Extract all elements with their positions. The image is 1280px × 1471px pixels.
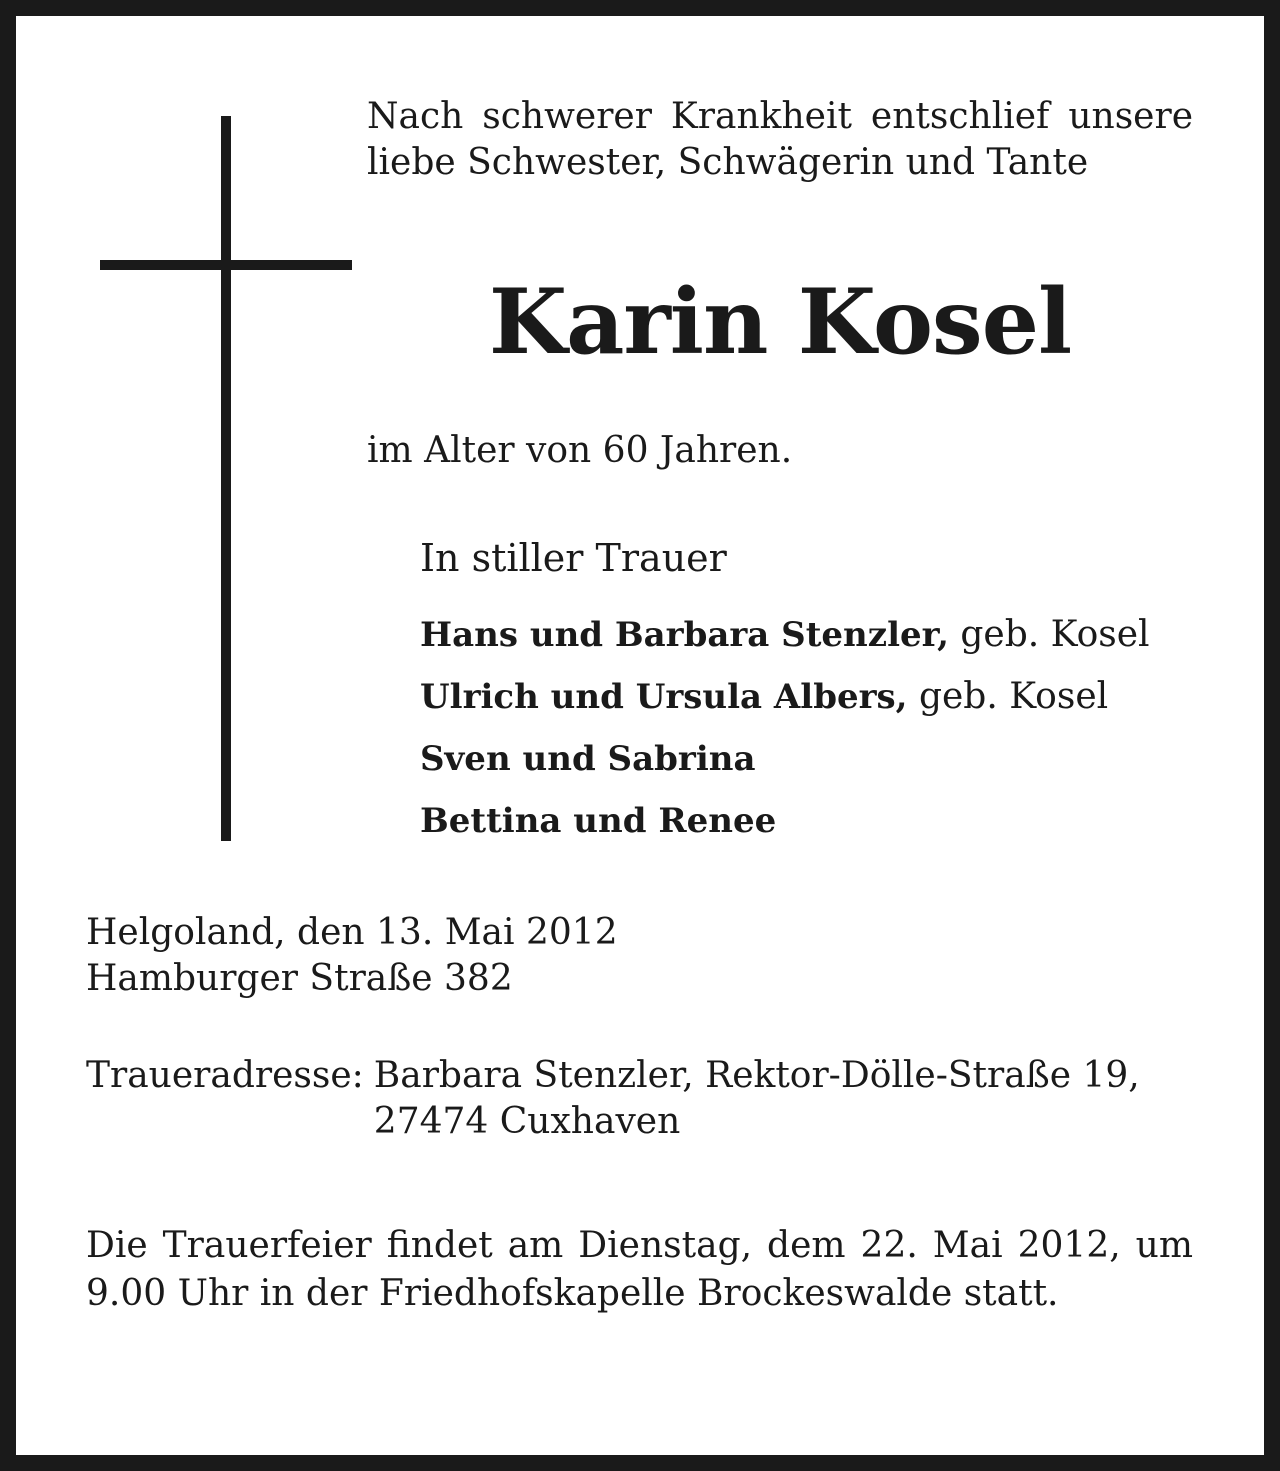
mourning-intro: In stiller Trauer — [420, 536, 727, 580]
place-date-block — [86, 910, 618, 1002]
mourning-address — [86, 1053, 1140, 1145]
mourner-names: Ulrich und Ursula Albers, — [420, 677, 908, 717]
mourner-item — [420, 790, 1150, 852]
cross-icon — [221, 116, 231, 841]
mourners-list — [420, 604, 1150, 852]
mourner-suffix: geb. Kosel — [907, 676, 1109, 717]
mourner-item — [420, 666, 1150, 728]
mourner-names: Hans und Barbara Stenzler, — [420, 615, 949, 655]
street-address: Hamburger Straße 382 — [86, 958, 513, 999]
place-date: Helgoland, den 13. Mai 2012 — [86, 912, 618, 953]
deceased-name: Karin Kosel — [488, 269, 1072, 375]
mourner-item — [420, 604, 1150, 666]
mourning-address-line1: Barbara Stenzler, Rektor-Dölle-Straße 19, — [373, 1055, 1140, 1096]
mourner-item — [420, 728, 1150, 790]
ceremony-text: Die Trauerfeier findet am Dienstag, dem 22. Mai 2012, um 9.00 Uhr in der Friedhofskapelle Brockeswalde statt. — [86, 1225, 1193, 1314]
mourning-address-value — [374, 1053, 1140, 1145]
mourner-suffix: geb. Kosel — [948, 614, 1150, 655]
mourning-address-label: Traueradresse: — [86, 1055, 364, 1096]
age-line: im Alter von 60 Jahren. — [367, 430, 793, 471]
mourner-names: Bettina und Renee — [420, 801, 777, 841]
intro-text: Nach schwerer Krankheit entschlief unsere liebe Schwester, Schwägerin und Tante — [367, 96, 1193, 183]
mourning-address-line2: 27474 Cuxhaven — [373, 1101, 681, 1142]
cross-icon-crossbar — [100, 260, 352, 270]
mourner-names: Sven und Sabrina — [420, 739, 756, 779]
